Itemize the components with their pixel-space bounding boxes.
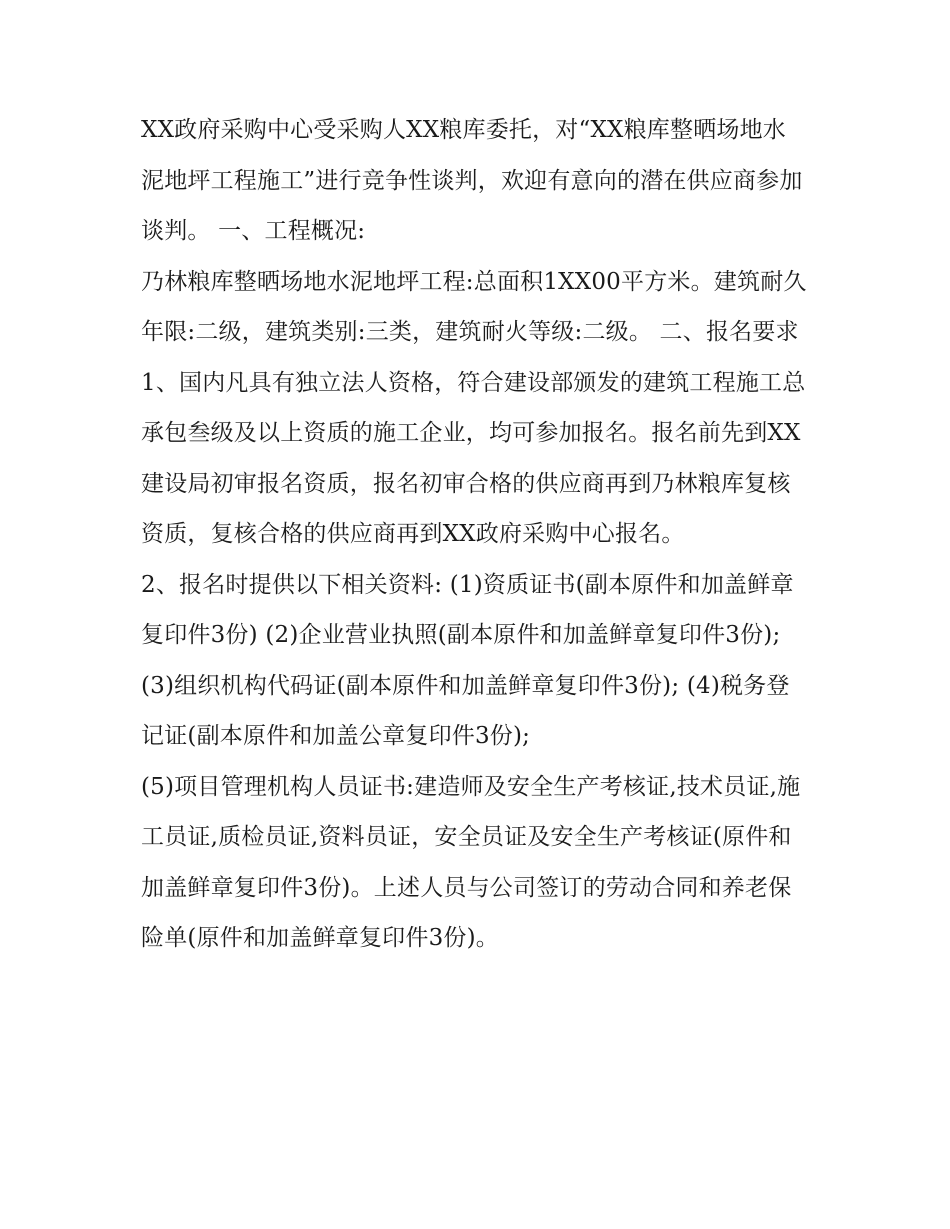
paragraph-requirement-3-4: (3)组织机构代码证(副本原件和加盖鲜章复印件3份); (4)税务登记证(副本原件和加盖公章复印件3份); bbox=[141, 672, 790, 749]
document-body bbox=[141, 105, 809, 964]
paragraph-intro: XX政府采购中心受采购人XX粮库委托，对“XX粮库整晒场地水泥地坪工程施工”进行竞争性谈判，欢迎有意向的潜在供应商参加谈判。 一、工程概况: bbox=[141, 117, 803, 244]
paragraph-requirement-5: (5)项目管理机构人员证书:建造师及安全生产考核证,技术员证,施工员证,质检员证,资料员证，安全员证及安全生产考核证(原件和加盖鲜章复印件3份)。上述人员与公司签订的劳动合同和养老保险单(原件和加盖鲜章复印件3份)。 bbox=[141, 773, 801, 951]
paragraph-requirement-2: 2、报名时提供以下相关资料: (1)资质证书(副本原件和加盖鲜章复印件3份) (2)企业营业执照(副本原件和加盖鲜章复印件3份); bbox=[141, 571, 794, 648]
paragraph-project-overview: 乃林粮库整晒场地水泥地坪工程:总面积1XX00平方米。建筑耐久年限:二级，建筑类别:三类，建筑耐火等级:二级。 二、报名要求 bbox=[141, 268, 807, 345]
paragraph-requirement-1: 1、国内凡具有独立法人资格，符合建设部颁发的建筑工程施工总承包叁级及以上资质的施工企业，均可参加报名。报名前先到XX建设局初审报名资质，报名初审合格的供应商再到乃林粮库复核资质，复核合格的供应商再到XX政府采购中心报名。 bbox=[141, 369, 806, 547]
